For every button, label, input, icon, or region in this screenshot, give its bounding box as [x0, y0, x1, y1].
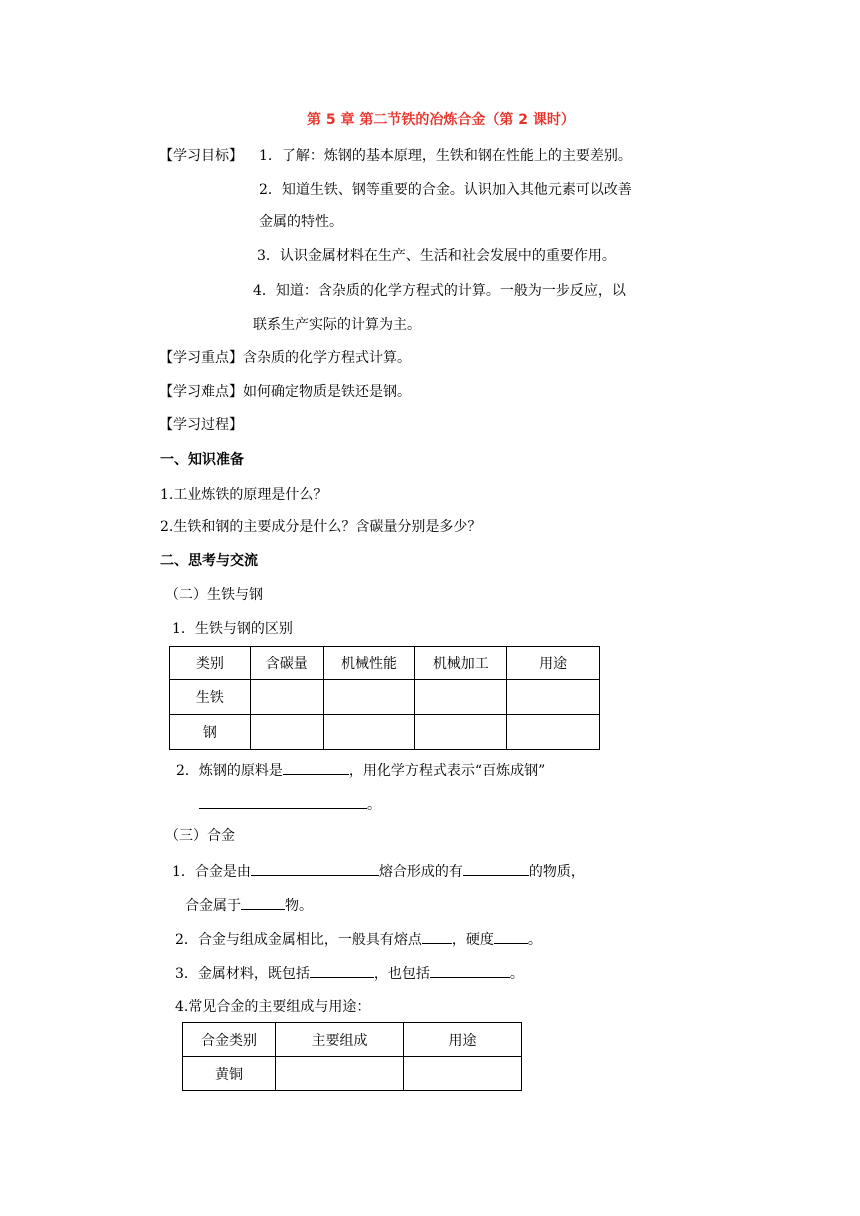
- objective-1: 1．了解：炼钢的基本原理，生铁和钢在性能上的主要差别。: [259, 148, 632, 164]
- subsection-alloy: （三）合金: [165, 828, 235, 844]
- steelmaking-text-a: 2．炼钢的原料是: [176, 763, 283, 779]
- iron-steel-item1: 1．生铁与钢的区别: [172, 621, 293, 637]
- table2-header: 主要组成: [276, 1023, 404, 1057]
- blank[interactable]: [199, 794, 367, 809]
- blank[interactable]: [283, 760, 349, 775]
- table1-cell[interactable]: [415, 715, 507, 750]
- table1-header: 机械性能: [323, 647, 415, 680]
- objective-3: 3．认识金属材料在生产、生活和社会发展中的重要作用。: [257, 248, 616, 264]
- blank[interactable]: [241, 895, 285, 910]
- blank[interactable]: [494, 929, 528, 944]
- table2-cell[interactable]: [276, 1057, 404, 1091]
- table1-header: 含碳量: [250, 647, 323, 680]
- objective-4b: 联系生产实际的计算为主。: [253, 317, 421, 333]
- subsection-iron-steel: （二）生铁与钢: [165, 587, 263, 603]
- steelmaking-text-b: ，用化学方程式表示“百炼成钢”: [348, 763, 546, 779]
- blank[interactable]: [422, 929, 452, 944]
- table1-header: 机械加工: [415, 647, 507, 680]
- alloy-q1-d: 合金属于: [185, 898, 241, 914]
- table1-cell[interactable]: [507, 680, 600, 715]
- table1-row-label: 生铁: [170, 680, 251, 715]
- objective-2b: 金属的特性。: [259, 214, 343, 230]
- difficulty-label: 【学习难点】: [159, 384, 243, 400]
- blank[interactable]: [310, 963, 374, 978]
- key-point-text: 含杂质的化学方程式计算。: [243, 350, 411, 366]
- iron-steel-table: [169, 646, 600, 750]
- alloy-q1-cont: [185, 895, 313, 915]
- section1-q2: 2.生铁和钢的主要成分是什么？含碳量分别是多少？: [160, 519, 482, 535]
- table1-cell[interactable]: [250, 680, 323, 715]
- alloy-q1-a: 1．合金是由: [172, 864, 251, 880]
- objective-4a: 4．知道：含杂质的化学方程式的计算。一般为一步反应，以: [253, 283, 626, 299]
- blank[interactable]: [251, 861, 379, 876]
- alloy-q2-a: 2．合金与组成金属相比，一般具有熔点: [175, 932, 422, 948]
- key-point: [159, 349, 411, 367]
- alloy-q1-b: 熔合形成的有: [378, 864, 463, 880]
- steelmaking-answer: [199, 794, 381, 814]
- table2-header: 合金类别: [183, 1023, 276, 1057]
- key-point-label: 【学习重点】: [159, 350, 243, 366]
- steelmaking-end: 。: [367, 797, 381, 813]
- table1-row-label: 钢: [170, 715, 251, 750]
- objectives-label: 【学习目标】: [159, 148, 243, 164]
- alloy-q1: [172, 861, 585, 881]
- table1-header: 类别: [170, 647, 251, 680]
- alloy-q3-c: 。: [509, 966, 524, 982]
- alloy-q3-a: 3．金属材料，既包括: [175, 966, 310, 982]
- process-label: 【学习过程】: [159, 417, 243, 433]
- table1-header: 用途: [507, 647, 600, 680]
- alloy-q2: [175, 929, 542, 949]
- table1-cell[interactable]: [250, 715, 323, 750]
- difficulty: [159, 383, 411, 401]
- section1-q1: 1.工业炼铁的原理是什么？: [160, 487, 328, 503]
- alloy-q1-c: 的物质，: [528, 864, 585, 880]
- alloy-table: [182, 1022, 522, 1091]
- table2-row-label: 黄铜: [183, 1057, 276, 1091]
- table2-header: 用途: [404, 1023, 522, 1057]
- table2-cell[interactable]: [404, 1057, 522, 1091]
- steelmaking-question: [176, 760, 545, 780]
- page-title: 第 5 章 第二节铁的冶炼合金（第 2 课时）: [307, 112, 575, 128]
- section2-heading: 二、思考与交流: [160, 553, 258, 569]
- blank[interactable]: [463, 861, 529, 876]
- section1-heading: 一、知识准备: [160, 452, 244, 468]
- alloy-q2-c: 。: [527, 932, 542, 948]
- table1-cell[interactable]: [507, 715, 600, 750]
- table1-cell[interactable]: [415, 680, 507, 715]
- difficulty-text: 如何确定物质是铁还是钢。: [243, 384, 411, 400]
- objective-2a: 2．知道生铁、钢等重要的合金。认识加入其他元素可以改善: [259, 182, 632, 198]
- table1-cell[interactable]: [323, 715, 415, 750]
- blank[interactable]: [430, 963, 510, 978]
- alloy-q3-b: ，也包括: [373, 966, 430, 982]
- alloy-q1-e: 物。: [285, 898, 313, 914]
- alloy-q3: [175, 963, 524, 983]
- table1-cell[interactable]: [323, 680, 415, 715]
- alloy-q4: 4.常见合金的主要组成与用途：: [175, 999, 371, 1015]
- alloy-q2-b: ，硬度: [451, 932, 494, 948]
